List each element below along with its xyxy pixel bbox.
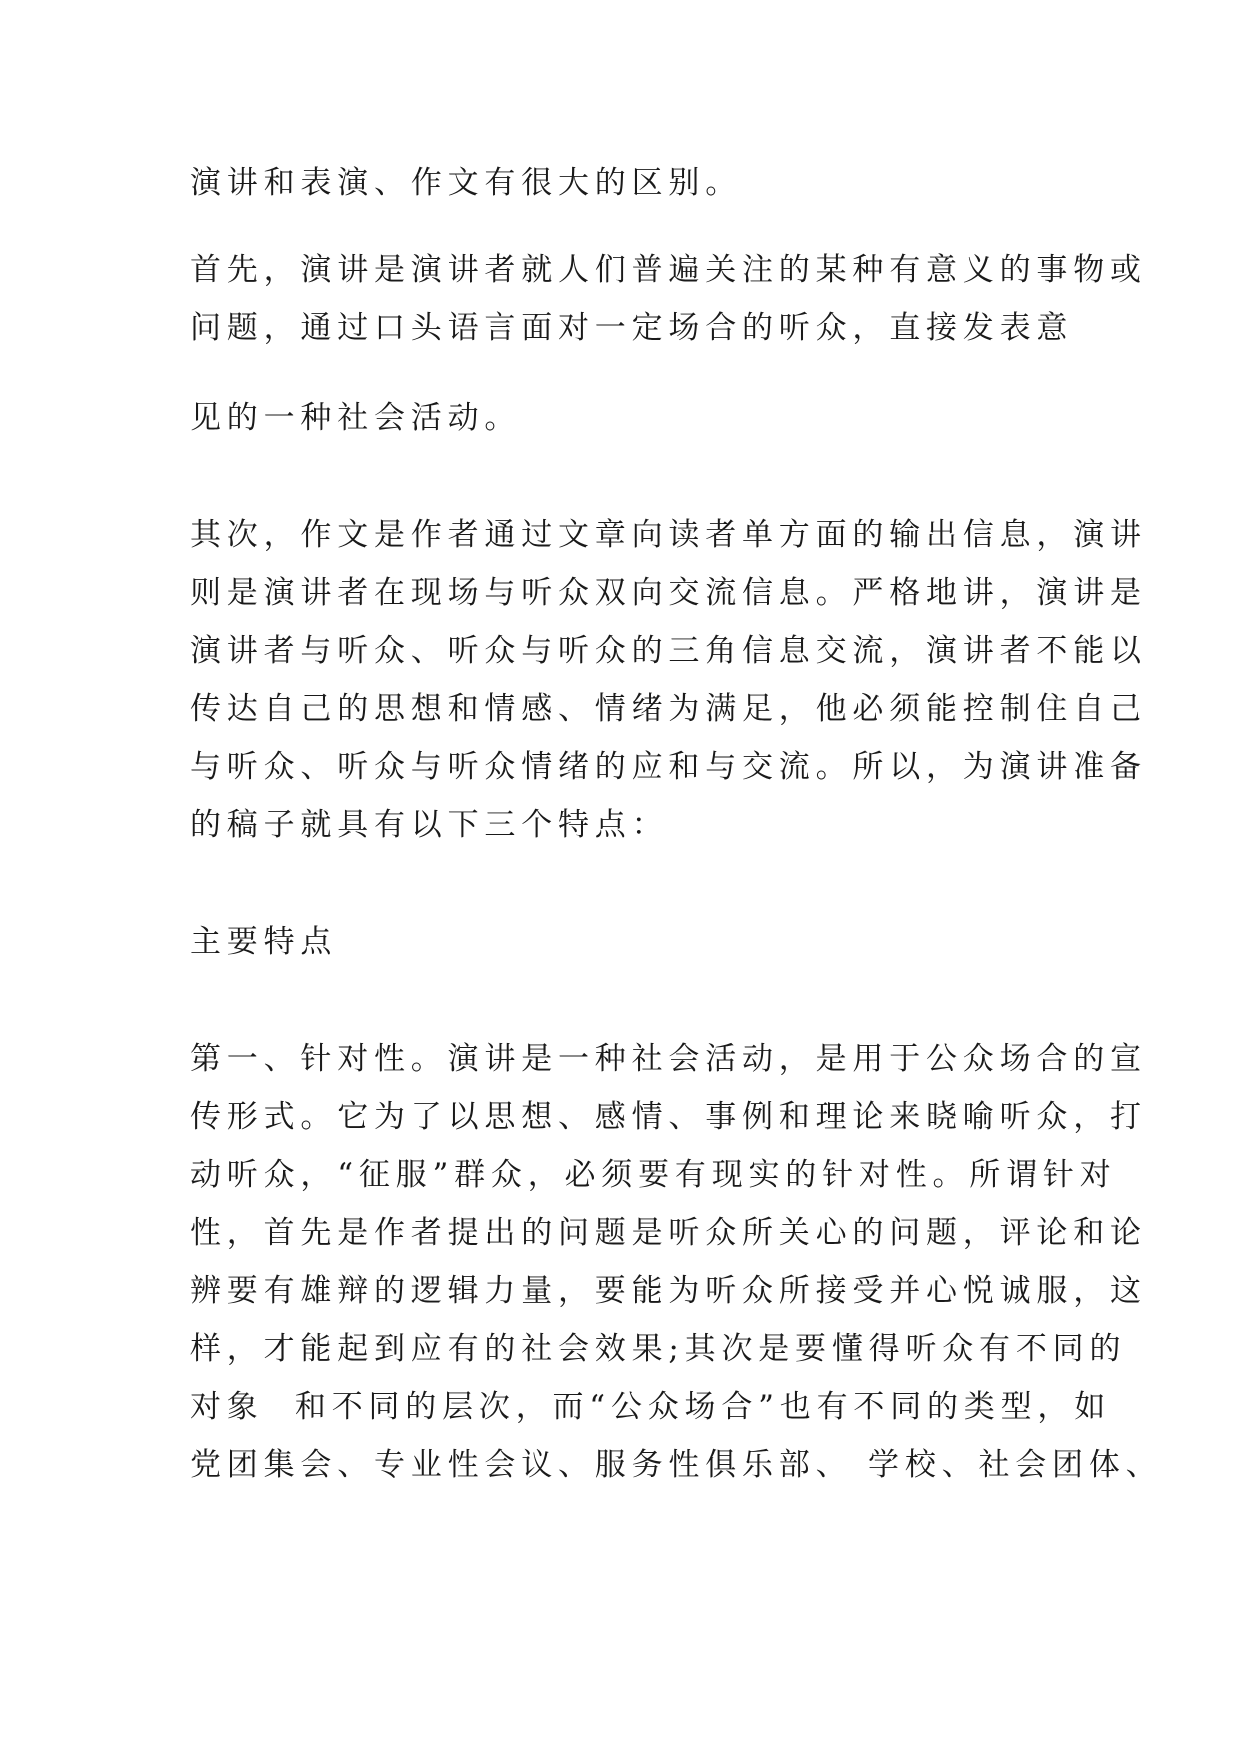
paragraph-5-line-5: 辨要有雄辩的逻辑力量，要能为听众所接受并心悦诚服，这 <box>190 1273 1147 1309</box>
paragraph-3-line-6: 的稿子就具有以下三个特点： <box>190 807 669 843</box>
paragraph-1-line-1: 演讲和表演、作文有很大的区别。 <box>190 165 742 201</box>
paragraph-5-line-1: 第一、针对性。演讲是一种社会活动，是用于公众场合的宣 <box>190 1041 1147 1077</box>
paragraph-2-line-3: 见的一种社会活动。 <box>190 400 522 436</box>
paragraph-3-line-3: 演讲者与听众、听众与听众的三角信息交流，演讲者不能以 <box>190 633 1147 669</box>
paragraph-5-line-4: 性，首先是作者提出的问题是听众所关心的问题，评论和论 <box>190 1215 1147 1251</box>
paragraph-5-line-8: 党团集会、专业性会议、服务性俱乐部、 学校、社会团体、 <box>190 1447 1163 1483</box>
paragraph-5-line-6: 样，才能起到应有的社会效果;其次是要懂得听众有不同的 <box>190 1331 1127 1367</box>
paragraph-5-line-7: 对象 和不同的层次，而“公众场合”也有不同的类型，如 <box>190 1389 1112 1425</box>
paragraph-2-line-2: 问题，通过口头语言面对一定场合的听众，直接发表意 <box>190 310 1074 346</box>
paragraph-3-line-1: 其次，作文是作者通过文章向读者单方面的输出信息，演讲 <box>190 517 1147 553</box>
paragraph-5-line-2: 传形式。它为了以思想、感情、事例和理论来晓喻听众，打 <box>190 1099 1147 1135</box>
section-heading: 主要特点 <box>190 924 338 960</box>
paragraph-2-line-1: 首先，演讲是演讲者就人们普遍关注的某种有意义的事物或 <box>190 252 1147 288</box>
paragraph-3-line-4: 传达自己的思想和情感、情绪为满足，他必须能控制住自己 <box>190 691 1147 727</box>
paragraph-3-line-2: 则是演讲者在现场与听众双向交流信息。严格地讲，演讲是 <box>190 575 1147 611</box>
paragraph-5-line-3: 动听众，“征服”群众，必须要有现实的针对性。所谓针对 <box>190 1157 1117 1193</box>
paragraph-3-line-5: 与听众、听众与听众情绪的应和与交流。所以，为演讲准备 <box>190 749 1147 785</box>
